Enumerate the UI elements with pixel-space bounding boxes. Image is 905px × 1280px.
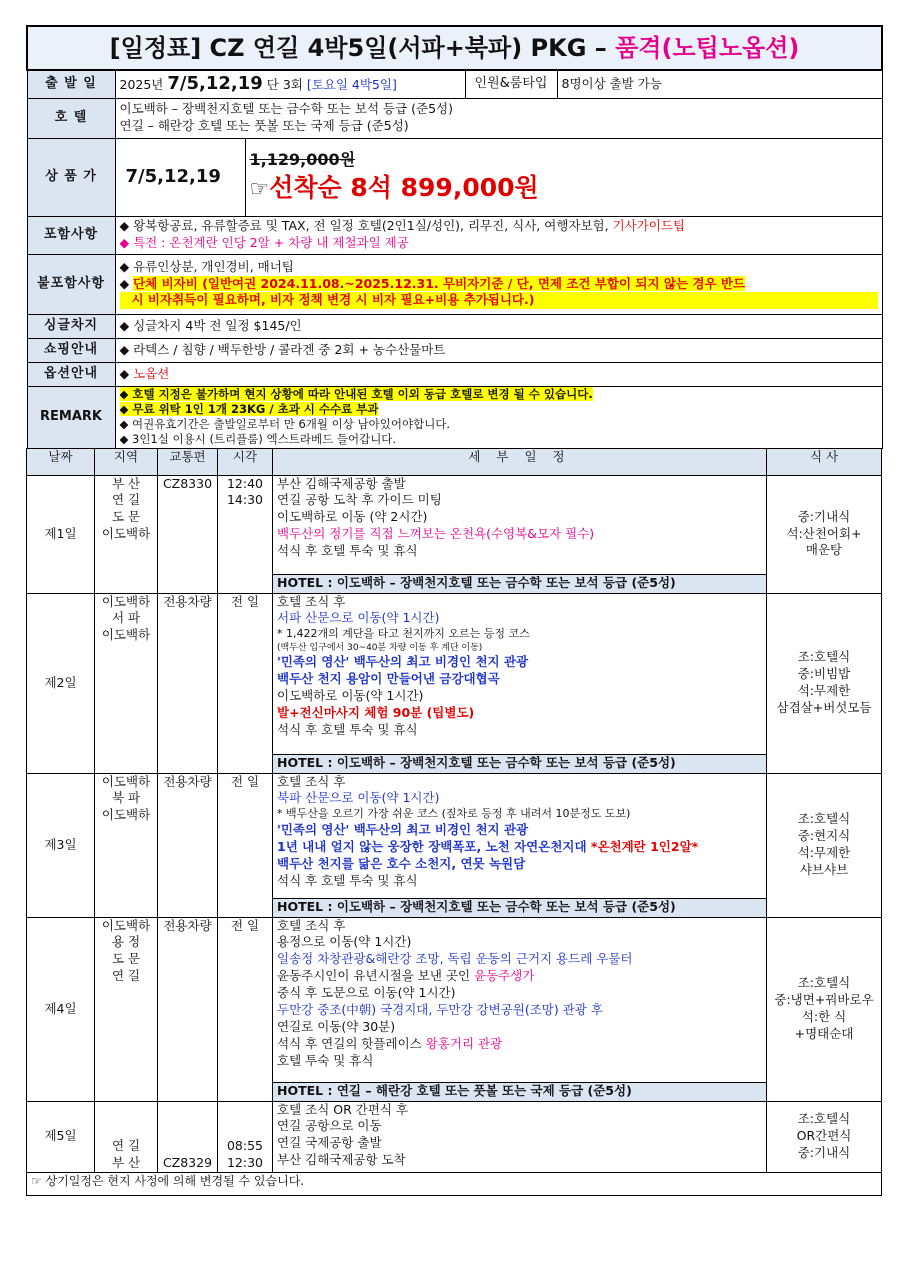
day-regions	[95, 475, 158, 593]
hotel-line-1: 이도백하 – 장백천지호텔 또는 금수학 또는 보석 등급 (준5성)	[119, 101, 453, 117]
title-main: [일정표] CZ 연길 4박5일(서파+북파) PKG –	[109, 33, 616, 62]
excluded-bullet: ◆	[119, 275, 134, 291]
excluded-line-1: ◆ 유류인상분, 개인경비, 매너팁	[119, 258, 294, 274]
detail-line: 용정으로 이동(약 1시간)	[277, 934, 412, 950]
detail-line: 호텔 조식 후	[277, 773, 346, 789]
day-row	[27, 475, 882, 574]
header-meal: 식 사	[767, 448, 882, 475]
detail-line: 서파 산문으로 이동(약 1시간)	[277, 610, 440, 626]
day-regions	[95, 917, 158, 1101]
header-date: 날짜	[27, 448, 95, 475]
meal: 삼겹살+버섯모듬	[776, 699, 872, 715]
day-regions	[95, 593, 158, 773]
shopping-value: ◆ 라텍스 / 침향 / 백두한방 / 콜라겐 중 2회 + 농수산물마트	[115, 338, 882, 362]
header-region: 지역	[95, 448, 158, 475]
detail-line: 북파 산문으로 이동(약 1시간)	[277, 790, 440, 806]
day-times	[218, 593, 273, 773]
price-value	[245, 138, 882, 216]
time: 전 일	[230, 593, 260, 609]
day-transport: 전용차량	[158, 917, 218, 1101]
meal: 석:무제한	[797, 845, 851, 860]
page-title	[27, 26, 882, 70]
header-time: 시각	[218, 448, 273, 475]
included-special: ◆ 특전 : 온천계란 인당 2알 + 차량 내 제철과일 제공	[119, 235, 409, 250]
meal: 석:무제한	[797, 683, 851, 698]
departure-value	[115, 70, 465, 98]
shopping-label: 쇼핑안내	[27, 338, 115, 362]
header-transport: 교통편	[158, 448, 218, 475]
meal: 조:호텔식	[797, 811, 851, 827]
header-detail: 세 부 일 정	[273, 448, 767, 475]
detail-line: 두만강 중조(中朝) 국경지대, 두만강 강변공원(조망) 관광 후	[277, 1001, 603, 1017]
day-regions	[95, 773, 158, 917]
meal: 매운탕	[805, 542, 843, 558]
meal: 중:현지식	[797, 828, 851, 844]
single-value: ◆ 싱글차지 4박 전 일정 $145/인	[115, 314, 882, 338]
promo-price: 선착순 8석 899,000원	[269, 172, 539, 202]
region: 부 산	[111, 1154, 141, 1170]
region: 이도백하	[101, 526, 151, 542]
region: 부 산	[111, 475, 141, 491]
original-price: 1,129,000원	[249, 150, 356, 170]
excluded-visa-1: 단체 비자비 (일반여권 2024.11.08.~2025.12.31. 무비자기준 / 단, 면제 조건 부합이 되지 않는 경우 반드	[133, 275, 746, 291]
departure-note: [토요일 4박5일]	[306, 77, 397, 93]
remark-line-4: ◆ 3인1실 이용시 (트리플룸) 엑스트라베드 들어갑니다.	[119, 431, 397, 446]
region: 이도백하	[101, 807, 151, 823]
detail-line: 윤동주시인이 유년시절을 보낸 곳인	[277, 968, 475, 984]
region: 용 정	[111, 934, 141, 950]
detail-line: 연길로 이동(약 30분)	[277, 1018, 396, 1034]
detail-line: 호텔 조식 OR 간편식 후	[277, 1101, 409, 1117]
day-hotel: HOTEL : 연길 – 해란강 호텔 또는 풋볼 또는 국제 등급 (준5성)	[273, 1082, 767, 1101]
people-value: 8명이상 출발 가능	[557, 70, 882, 98]
meal: 중:비빔밥	[797, 666, 851, 682]
included-label: 포함사항	[27, 216, 115, 254]
day-regions	[95, 1101, 158, 1172]
day-meals	[767, 917, 882, 1101]
day-detail	[273, 593, 767, 754]
day-row	[27, 1101, 882, 1172]
footer-note: ☞ 상기일정은 현지 사정에 의해 변경될 수 있습니다.	[27, 1172, 882, 1195]
meal: 중:기내식	[797, 1144, 851, 1160]
excluded-visa-2: 시 비자취득이 필요하며, 비자 정책 변경 시 비자 필요+비용 추가됩니다.)	[120, 292, 878, 309]
day-meals	[767, 475, 882, 593]
detail-line: 이도백하로 이동(약 1시간)	[277, 687, 424, 703]
meal: 샤브샤브	[799, 861, 849, 877]
option-text: 노옵션	[133, 365, 170, 381]
detail-line: 이도백하로 이동 (약 2시간)	[277, 509, 428, 525]
price-label: 상 품 가	[27, 138, 115, 216]
detail-line: 부산 김해국제공항 출발	[277, 475, 406, 491]
title-accent: 품격(노팁노옵션)	[615, 33, 800, 62]
detail-line: '민족의 영산' 백두산의 최고 비경인 천지 관광	[277, 654, 529, 670]
wanghong-street: 왕홍거리 관광	[425, 1035, 503, 1051]
region: 이도백하	[101, 593, 151, 609]
detail-line: 부산 김해국제공항 도착	[277, 1152, 406, 1168]
departure-dates: 7/5,12,19	[167, 73, 263, 95]
meal: 중:냉면+꿔바로우	[774, 992, 874, 1008]
time: 전 일	[230, 917, 260, 933]
egg-note: *온천계란 1인2알*	[590, 838, 699, 854]
remark-value	[115, 386, 882, 448]
meal: 조:호텔식	[797, 1111, 851, 1127]
itinerary-document	[26, 25, 881, 1196]
schedule-header	[27, 448, 882, 475]
day-meals	[767, 593, 882, 773]
price-dates: 7/5,12,19	[115, 138, 245, 216]
day-label: 제5일	[27, 1101, 95, 1172]
option-bullet: ◆	[119, 365, 134, 381]
day-row	[27, 773, 882, 898]
region: 이도백하	[101, 773, 151, 789]
day-times	[218, 917, 273, 1101]
meal: +명태순대	[794, 1025, 854, 1041]
day-row	[27, 593, 882, 754]
departure-label: 출 발 일	[27, 70, 115, 98]
day-hotel: HOTEL : 이도백하 – 장백천지호텔 또는 금수학 또는 보석 등급 (준5성)	[273, 574, 767, 593]
detail-line: 발+전신마사지 체험 90분 (팁별도)	[277, 704, 475, 720]
time: 08:55	[226, 1137, 264, 1153]
day-row	[27, 917, 882, 1082]
single-label: 싱글차지	[27, 314, 115, 338]
detail-line: 연길 국제공항 출발	[277, 1135, 382, 1151]
region: 북 파	[111, 790, 141, 806]
day-transport: 전용차량	[158, 593, 218, 773]
detail-line: 석식 후 호텔 투숙 및 휴식	[277, 872, 418, 888]
excluded-value	[115, 254, 882, 314]
day-times	[218, 773, 273, 917]
included-guide-tip: 기사가이드팁	[612, 218, 686, 234]
detail-line: 호텔 조식 후	[277, 593, 346, 609]
detail-line: '민족의 영산' 백두산의 최고 비경인 천지 관광	[277, 822, 529, 838]
region: 서 파	[111, 610, 141, 626]
included-value	[115, 216, 882, 254]
yun-birthplace: 윤동주생가	[474, 968, 535, 984]
meal: 조:호텔식	[797, 975, 851, 991]
remark-line-2: ◆ 무료 위탁 1인 1개 23KG / 초과 시 수수료 부과	[119, 402, 379, 417]
day-detail	[273, 1101, 767, 1172]
region: 이도백하	[101, 627, 151, 643]
remark-label: REMARK	[27, 386, 115, 448]
day-detail	[273, 917, 767, 1082]
region: 연 길	[111, 1137, 141, 1153]
detail-line: 일송정 차창관광&해란강 조망, 독립 운동의 근거지 용드레 우물터	[277, 951, 633, 967]
included-line-1: ◆ 왕복항공료, 유류할증료 및 TAX, 전 일정 호텔(2인1실/성인), 리무진, 식사, 여행자보험,	[119, 218, 613, 234]
detail-line: 석식 후 연길의 핫플레이스	[277, 1035, 426, 1051]
time: 전 일	[230, 773, 260, 789]
meal: 중:기내식	[797, 508, 851, 524]
option-label: 옵션안내	[27, 362, 115, 386]
region: 연 길	[111, 492, 141, 508]
region: 도 문	[111, 951, 141, 967]
hotel-value	[115, 98, 882, 138]
day-times	[218, 1101, 273, 1172]
detail-line: 석식 후 호텔 투숙 및 휴식	[277, 721, 418, 737]
remark-line-3: ◆ 여권유효기간은 출발일로부터 만 6개월 이상 남아있어야합니다.	[119, 417, 451, 431]
detail-line: 백두산 천지를 닮은 호수 소천지, 연못 녹원담	[277, 855, 526, 871]
region: 이도백하	[101, 917, 151, 933]
day-detail	[273, 475, 767, 574]
hotel-label: 호 텔	[27, 98, 115, 138]
detail-line: (백두산 입구에서 30~40분 차량 이동 후 계단 이동)	[277, 643, 483, 654]
detail-line: 연길 공항으로 이동	[277, 1118, 382, 1134]
day-meals	[767, 773, 882, 917]
detail-line: 호텔 투숙 및 휴식	[277, 1052, 374, 1068]
day-hotel: HOTEL : 이도백하 – 장백천지호텔 또는 금수학 또는 보석 등급 (준5성)	[273, 898, 767, 917]
day-transport: CZ8330	[158, 475, 218, 593]
option-value	[115, 362, 882, 386]
day-detail	[273, 773, 767, 898]
region: 연 길	[111, 968, 141, 984]
day-label: 제4일	[27, 917, 95, 1101]
day-label: 제3일	[27, 773, 95, 917]
departure-count: 단 3회	[266, 77, 303, 93]
day-label: 제2일	[27, 593, 95, 773]
remark-line-1: ◆ 호텔 지정은 불가하며 현지 상황에 따라 안내된 호텔 이외 동급 호텔로 변경 될 수 있습니다.	[119, 387, 593, 402]
meal: 석:한 식	[801, 1009, 847, 1024]
meal: OR간편식	[796, 1128, 852, 1144]
detail-line: 백두산의 정기를 직접 느껴보는 온천욕(수영복&모자 필수)	[277, 526, 595, 542]
detail-line: 백두산 천지 용암이 만들어낸 금강대협곡	[277, 671, 500, 687]
region: 도 문	[111, 509, 141, 525]
time: 14:30	[226, 492, 264, 508]
info-table	[26, 25, 883, 449]
schedule-table	[26, 448, 882, 1196]
day-transport: CZ8329	[158, 1101, 218, 1172]
time: 12:30	[226, 1154, 264, 1170]
detail-line: * 백두산을 오르기 가장 쉬운 코스 (짚차로 등정 후 내려서 10분정도 도보)	[277, 807, 631, 821]
detail-line: 중식 후 도문으로 이동(약 1시간)	[277, 985, 456, 1000]
people-label: 인원&룸타입	[465, 70, 557, 98]
detail-line: 1년 내내 얼지 않는 웅장한 장백폭포, 노천 자연온천지대	[277, 838, 591, 854]
day-transport: 전용차량	[158, 773, 218, 917]
hotel-line-2: 연길 – 해란강 호텔 또는 풋볼 또는 국제 등급 (준5성)	[119, 118, 409, 133]
day-hotel: HOTEL : 이도백하 – 장백천지호텔 또는 금수학 또는 보석 등급 (준5성)	[273, 754, 767, 773]
time: 12:40	[226, 475, 264, 491]
meal: 석:산천어회+	[786, 525, 862, 541]
day-meals	[767, 1101, 882, 1172]
day-times	[218, 475, 273, 593]
detail-line: 연길 공항 도착 후 가이드 미팅	[277, 492, 442, 508]
detail-line: 호텔 조식 후	[277, 917, 346, 933]
day-label: 제1일	[27, 475, 95, 593]
departure-year: 2025년	[119, 77, 164, 93]
excluded-label: 불포함사항	[27, 254, 115, 314]
meal: 조:호텔식	[797, 649, 851, 665]
detail-line: 석식 후 호텔 투숙 및 휴식	[277, 543, 418, 558]
pointing-hand-icon: ☞	[249, 176, 270, 202]
detail-line: * 1,422개의 계단을 타고 천지까지 오르는 등정 코스	[277, 627, 530, 641]
